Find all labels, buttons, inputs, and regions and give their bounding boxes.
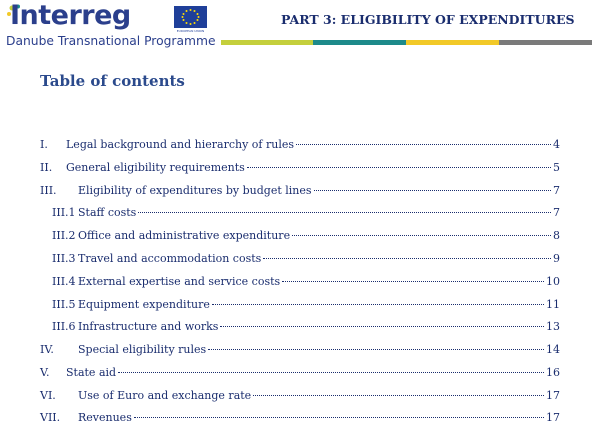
toc-leader-dots	[296, 144, 551, 145]
eu-label: EUROPEAN UNION	[176, 29, 205, 33]
toc-entry-title: External expertise and service costs	[78, 275, 281, 288]
toc-entry-page: 8	[553, 229, 560, 242]
toc-entry-number: III.5	[52, 298, 76, 311]
toc-entry-number: IV.	[40, 343, 54, 356]
toc-entry-number: VI.	[40, 389, 56, 402]
stripe-segment	[406, 40, 499, 45]
toc-entry[interactable]	[0, 250, 560, 268]
toc-entry[interactable]	[0, 364, 560, 382]
toc-entry[interactable]	[0, 273, 560, 291]
toc-entry-title: Eligibility of expenditures by budget lines	[78, 184, 312, 197]
part-title: PART 3: ELIGIBILITY OF EXPENDITURES	[281, 12, 575, 27]
toc-entry-page: 4	[553, 138, 560, 151]
toc-entry-page: 17	[546, 411, 560, 424]
eu-flag-icon	[174, 6, 207, 28]
toc-entry[interactable]	[0, 409, 560, 427]
toc-leader-dots	[118, 372, 544, 373]
toc-entry-page: 16	[546, 366, 560, 379]
toc-leader-dots	[292, 235, 551, 236]
toc-leader-dots	[138, 212, 551, 213]
toc-leader-dots	[212, 304, 544, 305]
toc-leader-dots	[263, 258, 551, 259]
toc-entry[interactable]	[0, 136, 560, 154]
toc-entry-page: 11	[546, 298, 560, 311]
toc-entry-title: Infrastructure and works	[78, 320, 219, 333]
toc-heading: Table of contents	[40, 72, 185, 90]
toc-entry-page: 13	[546, 320, 560, 333]
toc-entry-page: 7	[553, 206, 560, 219]
toc-entry-number: I.	[40, 138, 48, 151]
toc-entry-number: V.	[40, 366, 50, 379]
toc-entry-title: Special eligibility rules	[78, 343, 207, 356]
toc-entry-title: Use of Euro and exchange rate	[78, 389, 252, 402]
toc-entry-number: III.6	[52, 320, 76, 333]
toc-entry-page: 7	[553, 184, 560, 197]
toc-entry-page: 5	[553, 161, 560, 174]
toc-entry-title: Staff costs	[78, 206, 137, 219]
toc-leader-dots	[220, 326, 544, 327]
toc-leader-dots	[253, 395, 544, 396]
toc-entry[interactable]	[0, 318, 560, 336]
toc-leader-dots	[314, 190, 551, 191]
toc-entry-number: II.	[40, 161, 53, 174]
toc-entry[interactable]	[0, 204, 560, 222]
toc-entry-title: Travel and accommodation costs	[78, 252, 262, 265]
toc-entry[interactable]	[0, 159, 560, 177]
toc-entry-number: III.4	[52, 275, 76, 288]
toc-leader-dots	[134, 417, 544, 418]
toc-entry-title: Equipment expenditure	[78, 298, 210, 311]
stripe-segment	[313, 40, 406, 45]
toc-entry[interactable]	[0, 341, 560, 359]
toc-entry-title: Legal background and hierarchy of rules	[66, 138, 295, 151]
toc-leader-dots	[247, 167, 551, 168]
toc-leader-dots	[208, 349, 544, 350]
toc-entry-title: General eligibility requirements	[66, 161, 245, 174]
stripe-segment	[221, 40, 313, 45]
page-header	[0, 0, 600, 50]
programme-name: Danube Transnational Programme	[6, 34, 216, 48]
toc-entry-page: 17	[546, 389, 560, 402]
toc-entry-title: Office and administrative expenditure	[78, 229, 291, 242]
toc-entry-page: 9	[553, 252, 560, 265]
toc-entry-title: State aid	[66, 366, 117, 379]
toc-entry-page: 10	[546, 275, 560, 288]
toc-entry-title: Revenues	[78, 411, 132, 424]
toc-entry[interactable]	[0, 387, 560, 405]
toc-entry[interactable]	[0, 182, 560, 200]
toc-entry-number: III.1	[52, 206, 76, 219]
stripe-segment	[499, 40, 592, 45]
toc-entry-number: III.2	[52, 229, 76, 242]
toc-entry-number: III.	[40, 184, 57, 197]
logo-wordmark: Interreg	[10, 0, 131, 31]
toc-entry[interactable]	[0, 296, 560, 314]
toc-leader-dots	[282, 281, 544, 282]
toc-entry-page: 14	[546, 343, 560, 356]
toc-entry-number: III.3	[52, 252, 76, 265]
toc-entry-number: VII.	[40, 411, 61, 424]
toc-entry[interactable]	[0, 227, 560, 245]
